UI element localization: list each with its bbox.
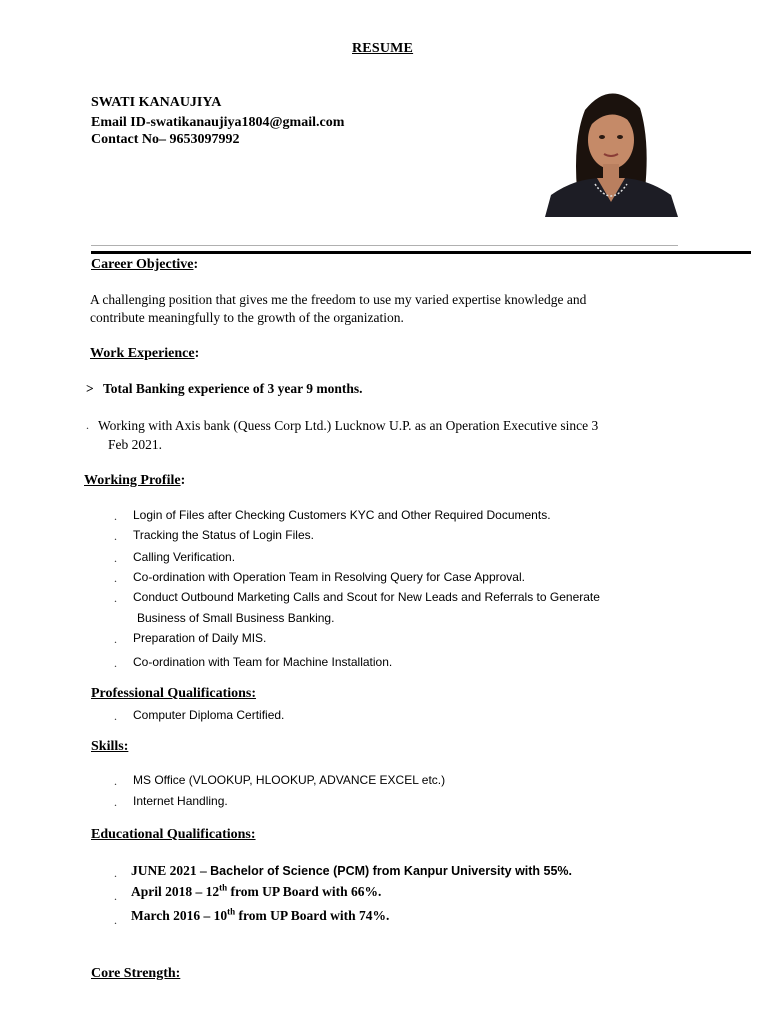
educational-qualifications-heading: Educational Qualifications:	[91, 827, 256, 842]
work-bullet-marker-2: .	[86, 418, 89, 432]
candidate-name: SWATI KANAUJIYA	[91, 95, 222, 110]
work-experience-item-1: Total Banking experience of 3 year 9 months.	[103, 381, 363, 396]
bullet-dot: .	[114, 551, 117, 565]
career-objective-line2: contribute meaningfully to the growth of the organization.	[90, 310, 404, 325]
header-divider-thin	[91, 245, 678, 246]
bullet-dot: .	[114, 913, 117, 927]
skills-heading: Skills:	[91, 739, 129, 754]
skill-item: Internet Handling.	[133, 794, 228, 808]
career-objective-heading: Career Objective:	[91, 257, 199, 272]
bullet-dot: .	[114, 774, 117, 788]
bullet-dot: .	[114, 709, 117, 723]
resume-title: RESUME	[352, 41, 414, 56]
bullet-dot: .	[114, 632, 117, 646]
working-profile-item: Co-ordination with Team for Machine Installation.	[133, 655, 393, 669]
bullet-dot: .	[114, 529, 117, 543]
contact-line: Contact No– 9653097992	[91, 132, 240, 147]
header-divider-thick	[91, 251, 751, 254]
education-item: March 2016 – 10th from UP Board with 74%.	[131, 906, 390, 923]
bullet-dot: .	[114, 889, 117, 903]
profile-photo	[545, 80, 678, 217]
professional-qualification-item: Computer Diploma Certified.	[133, 708, 285, 722]
career-objective-line1: A challenging position that gives me the freedom to use my varied expertise knowledge and	[90, 292, 587, 307]
education-item: JUNE 2021 – Bachelor of Science (PCM) from Kanpur University with 55%.	[131, 863, 573, 878]
working-profile-item: Tracking the Status of Login Files.	[133, 528, 314, 542]
education-item: April 2018 – 12th from UP Board with 66%.	[131, 882, 382, 899]
working-profile-item: Conduct Outbound Marketing Calls and Scout for New Leads and Referrals to Generate	[133, 590, 600, 604]
working-profile-item: Login of Files after Checking Customers KYC and Other Required Documents.	[133, 508, 551, 522]
skill-item: MS Office (VLOOKUP, HLOOKUP, ADVANCE EXCEL etc.)	[133, 773, 446, 787]
working-profile-item-continuation: Business of Small Business Banking.	[137, 611, 335, 625]
email-line: Email ID-swatikanaujiya1804@gmail.com	[91, 115, 345, 130]
professional-qualifications-heading: Professional Qualifications:	[91, 686, 257, 701]
working-profile-heading: Working Profile:	[84, 473, 186, 488]
work-experience-item-2-line2: Feb 2021.	[108, 437, 162, 452]
bullet-dot: .	[114, 571, 117, 585]
bullet-dot: .	[114, 795, 117, 809]
work-experience-item-2-line1: Working with Axis bank (Quess Corp Ltd.) Lucknow U.P. as an Operation Executive since 3	[98, 418, 599, 433]
working-profile-item: Calling Verification.	[133, 550, 236, 564]
bullet-dot: .	[114, 509, 117, 523]
bullet-dot: .	[114, 591, 117, 605]
work-experience-heading: Work Experience:	[90, 346, 200, 361]
work-bullet-marker-1: >	[86, 381, 94, 396]
working-profile-item: Preparation of Daily MIS.	[133, 631, 267, 645]
core-strength-heading: Core Strength:	[91, 966, 181, 981]
working-profile-item: Co-ordination with Operation Team in Resolving Query for Case Approval.	[133, 570, 525, 584]
bullet-dot: .	[114, 866, 117, 880]
bullet-dot: .	[114, 656, 117, 670]
